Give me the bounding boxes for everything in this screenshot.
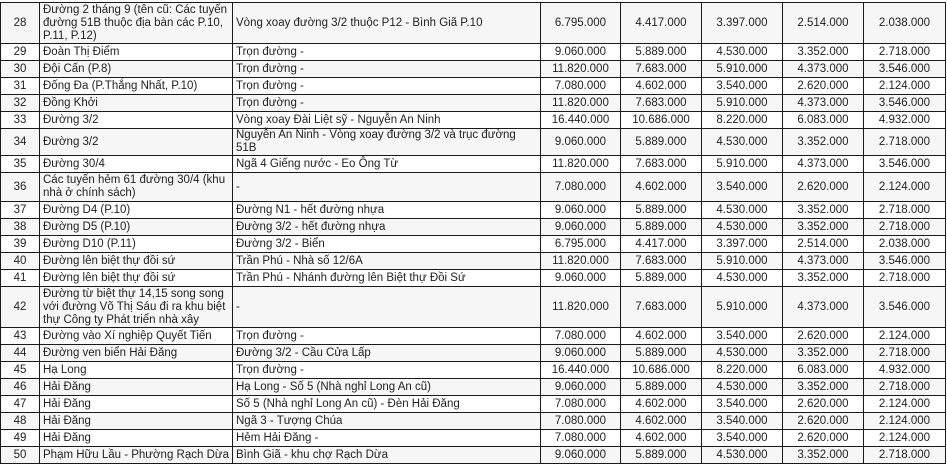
table-row xyxy=(1,3,946,44)
table-row xyxy=(1,219,946,236)
price-position-4: 2.620.000 xyxy=(783,430,864,447)
row-number: 42 xyxy=(1,287,40,328)
street-segment: Đường 3/2 - Cầu Cửa Lấp xyxy=(233,345,541,362)
row-number: 44 xyxy=(1,345,40,362)
price-position-1: 9.060.000 xyxy=(541,219,621,236)
street-name: Đường 30/4 xyxy=(40,156,233,173)
table-row xyxy=(1,112,946,129)
table-row xyxy=(1,345,946,362)
table-row xyxy=(1,95,946,112)
street-segment: Đường N1 - hết đường nhựa xyxy=(233,202,541,219)
street-name: Hải Đăng xyxy=(40,379,233,396)
land-price-table xyxy=(0,2,946,464)
price-position-2: 7.683.000 xyxy=(621,95,702,112)
price-position-3: 4.530.000 xyxy=(702,129,783,156)
street-name: Đường lên biệt thự đồi sứ xyxy=(40,270,233,287)
price-position-3: 3.540.000 xyxy=(702,328,783,345)
price-position-1: 7.080.000 xyxy=(541,396,621,413)
table-row xyxy=(1,202,946,219)
price-position-3: 4.530.000 xyxy=(702,44,783,61)
price-position-2: 5.889.000 xyxy=(621,44,702,61)
price-position-4: 3.352.000 xyxy=(783,379,864,396)
price-position-3: 5.910.000 xyxy=(702,287,783,328)
table-row xyxy=(1,156,946,173)
price-position-4: 4.373.000 xyxy=(783,61,864,78)
price-position-4: 3.352.000 xyxy=(783,345,864,362)
street-name: Hải Đăng xyxy=(40,430,233,447)
row-number: 45 xyxy=(1,362,40,379)
table-row xyxy=(1,253,946,270)
price-position-4: 3.352.000 xyxy=(783,447,864,464)
table-body xyxy=(1,3,946,464)
price-position-3: 3.540.000 xyxy=(702,413,783,430)
street-segment: Trọn đường - xyxy=(233,362,541,379)
row-number: 30 xyxy=(1,61,40,78)
price-position-5: 2.718.000 xyxy=(864,345,946,362)
street-name: Đội Cấn (P.8) xyxy=(40,61,233,78)
row-number: 41 xyxy=(1,270,40,287)
price-position-5: 2.124.000 xyxy=(864,173,946,202)
table-row xyxy=(1,129,946,156)
row-number: 28 xyxy=(1,3,40,44)
street-name: Phạm Hữu Lầu - Phường Rạch Dừa xyxy=(40,447,233,464)
price-position-2: 4.602.000 xyxy=(621,328,702,345)
row-number: 34 xyxy=(1,129,40,156)
street-segment: Số 5 (Nhà nghỉ Long An cũ) - Đèn Hải Đăng xyxy=(233,396,541,413)
price-position-2: 5.889.000 xyxy=(621,219,702,236)
price-position-3: 4.530.000 xyxy=(702,219,783,236)
street-segment: Đường 3/2 - hết đường nhựa xyxy=(233,219,541,236)
price-position-1: 9.060.000 xyxy=(541,270,621,287)
price-position-4: 6.083.000 xyxy=(783,362,864,379)
price-position-5: 2.718.000 xyxy=(864,129,946,156)
street-name: Đồng Khởi xyxy=(40,95,233,112)
street-segment: Hẻm Hải Đăng - xyxy=(233,430,541,447)
price-position-3: 4.530.000 xyxy=(702,447,783,464)
row-number: 31 xyxy=(1,78,40,95)
street-segment: - xyxy=(233,287,541,328)
street-segment: Trần Phú - Nhà số 12/6A xyxy=(233,253,541,270)
street-segment: Trọn đường - xyxy=(233,61,541,78)
price-position-3: 4.530.000 xyxy=(702,270,783,287)
price-position-4: 4.373.000 xyxy=(783,156,864,173)
street-name: Đường D4 (P.10) xyxy=(40,202,233,219)
price-position-1: 7.080.000 xyxy=(541,328,621,345)
price-position-1: 9.060.000 xyxy=(541,379,621,396)
street-name: Đường lên biệt thự đồi sứ xyxy=(40,253,233,270)
price-position-3: 4.530.000 xyxy=(702,379,783,396)
table-row xyxy=(1,396,946,413)
row-number: 39 xyxy=(1,236,40,253)
row-number: 46 xyxy=(1,379,40,396)
street-segment: Bình Giã - khu chợ Rạch Dừa xyxy=(233,447,541,464)
row-number: 47 xyxy=(1,396,40,413)
price-position-1: 7.080.000 xyxy=(541,78,621,95)
price-position-5: 3.546.000 xyxy=(864,253,946,270)
price-position-2: 4.602.000 xyxy=(621,413,702,430)
price-position-4: 2.620.000 xyxy=(783,328,864,345)
price-position-4: 2.514.000 xyxy=(783,236,864,253)
price-position-2: 7.683.000 xyxy=(621,61,702,78)
price-position-2: 4.602.000 xyxy=(621,396,702,413)
price-position-5: 2.718.000 xyxy=(864,270,946,287)
price-position-2: 4.417.000 xyxy=(621,236,702,253)
price-position-4: 3.352.000 xyxy=(783,202,864,219)
street-segment: Ngã 4 Giếng nước - Eo Ông Từ xyxy=(233,156,541,173)
price-position-3: 3.540.000 xyxy=(702,78,783,95)
table-row xyxy=(1,61,946,78)
row-number: 50 xyxy=(1,447,40,464)
price-position-1: 6.795.000 xyxy=(541,3,621,44)
price-position-1: 7.080.000 xyxy=(541,173,621,202)
price-position-4: 3.352.000 xyxy=(783,44,864,61)
row-number: 32 xyxy=(1,95,40,112)
street-segment: Trọn đường - xyxy=(233,328,541,345)
price-position-3: 3.397.000 xyxy=(702,3,783,44)
street-segment: Trần Phú - Nhánh đường lên Biệt thự Đồi Sứ xyxy=(233,270,541,287)
price-position-2: 5.889.000 xyxy=(621,270,702,287)
table-row xyxy=(1,287,946,328)
street-name: Đường D5 (P.10) xyxy=(40,219,233,236)
street-segment: Vòng xoay Đài Liệt sỹ - Nguyễn An Ninh xyxy=(233,112,541,129)
price-position-1: 7.080.000 xyxy=(541,430,621,447)
price-position-1: 11.820.000 xyxy=(541,156,621,173)
price-position-5: 3.546.000 xyxy=(864,95,946,112)
table-row xyxy=(1,173,946,202)
price-position-3: 8.220.000 xyxy=(702,362,783,379)
table-row xyxy=(1,44,946,61)
street-segment: Trọn đường - xyxy=(233,95,541,112)
price-position-5: 2.718.000 xyxy=(864,447,946,464)
price-position-3: 3.540.000 xyxy=(702,396,783,413)
row-number: 38 xyxy=(1,219,40,236)
price-position-4: 2.620.000 xyxy=(783,413,864,430)
street-name: Đường D10 (P.11) xyxy=(40,236,233,253)
price-position-5: 2.718.000 xyxy=(864,219,946,236)
price-position-3: 8.220.000 xyxy=(702,112,783,129)
street-segment: - xyxy=(233,173,541,202)
street-name: Đường ven biển Hải Đăng xyxy=(40,345,233,362)
price-position-3: 3.397.000 xyxy=(702,236,783,253)
row-number: 35 xyxy=(1,156,40,173)
price-position-3: 4.530.000 xyxy=(702,202,783,219)
street-segment: Đường 3/2 - Biển xyxy=(233,236,541,253)
price-position-1: 11.820.000 xyxy=(541,253,621,270)
price-position-5: 2.718.000 xyxy=(864,44,946,61)
price-position-5: 2.124.000 xyxy=(864,430,946,447)
price-position-5: 2.718.000 xyxy=(864,202,946,219)
price-position-3: 3.540.000 xyxy=(702,173,783,202)
price-position-4: 6.083.000 xyxy=(783,112,864,129)
price-position-4: 4.373.000 xyxy=(783,95,864,112)
price-position-4: 2.620.000 xyxy=(783,396,864,413)
table-row xyxy=(1,236,946,253)
street-name: Hải Đăng xyxy=(40,413,233,430)
street-name: Đường 2 tháng 9 (tên cũ: Các tuyến đường 51B thuộc địa bàn các P.10, P.11, P.12) xyxy=(40,3,233,44)
price-position-1: 11.820.000 xyxy=(541,287,621,328)
street-name: Đường vào Xí nghiệp Quyết Tiến xyxy=(40,328,233,345)
price-position-5: 2.124.000 xyxy=(864,396,946,413)
price-position-5: 4.932.000 xyxy=(864,112,946,129)
street-name: Đống Đa (P.Thắng Nhất, P.10) xyxy=(40,78,233,95)
street-segment: Hạ Long - Số 5 (Nhà nghỉ Long An cũ) xyxy=(233,379,541,396)
price-position-5: 2.718.000 xyxy=(864,379,946,396)
table-row xyxy=(1,430,946,447)
price-position-4: 4.373.000 xyxy=(783,287,864,328)
table-row xyxy=(1,270,946,287)
price-position-2: 4.602.000 xyxy=(621,173,702,202)
price-position-3: 5.910.000 xyxy=(702,61,783,78)
price-position-5: 3.546.000 xyxy=(864,156,946,173)
street-name: Hạ Long xyxy=(40,362,233,379)
price-position-5: 3.546.000 xyxy=(864,61,946,78)
table-row xyxy=(1,379,946,396)
price-position-1: 16.440.000 xyxy=(541,362,621,379)
street-name: Đường 3/2 xyxy=(40,129,233,156)
street-name: Đoàn Thị Điểm xyxy=(40,44,233,61)
row-number: 33 xyxy=(1,112,40,129)
table-row xyxy=(1,362,946,379)
price-position-5: 2.124.000 xyxy=(864,413,946,430)
price-position-2: 4.602.000 xyxy=(621,430,702,447)
price-position-1: 9.060.000 xyxy=(541,345,621,362)
price-position-2: 5.889.000 xyxy=(621,345,702,362)
price-position-2: 10.686.000 xyxy=(621,112,702,129)
price-position-1: 6.795.000 xyxy=(541,236,621,253)
price-position-1: 9.060.000 xyxy=(541,44,621,61)
price-position-3: 5.910.000 xyxy=(702,253,783,270)
price-position-2: 5.889.000 xyxy=(621,202,702,219)
price-position-5: 3.546.000 xyxy=(864,287,946,328)
price-position-3: 3.540.000 xyxy=(702,430,783,447)
price-position-4: 3.352.000 xyxy=(783,270,864,287)
street-name: Đường 3/2 xyxy=(40,112,233,129)
price-position-2: 5.889.000 xyxy=(621,447,702,464)
price-position-1: 11.820.000 xyxy=(541,61,621,78)
price-position-1: 11.820.000 xyxy=(541,95,621,112)
table-row xyxy=(1,447,946,464)
price-position-2: 7.683.000 xyxy=(621,156,702,173)
price-position-4: 3.352.000 xyxy=(783,219,864,236)
street-segment: Nguyễn An Ninh - Vòng xoay đường 3/2 và trục đường 51B xyxy=(233,129,541,156)
row-number: 40 xyxy=(1,253,40,270)
price-position-2: 5.889.000 xyxy=(621,379,702,396)
street-name: Đường từ biệt thự 14,15 song song với đường Võ Thị Sáu đi ra khu biệt thự Công ty Phát triển nhà xây xyxy=(40,287,233,328)
row-number: 36 xyxy=(1,173,40,202)
table-row xyxy=(1,78,946,95)
table-row xyxy=(1,413,946,430)
price-position-4: 3.352.000 xyxy=(783,129,864,156)
row-number: 29 xyxy=(1,44,40,61)
price-position-1: 16.440.000 xyxy=(541,112,621,129)
price-position-3: 4.530.000 xyxy=(702,345,783,362)
price-position-1: 9.060.000 xyxy=(541,129,621,156)
table-row xyxy=(1,328,946,345)
price-position-5: 4.932.000 xyxy=(864,362,946,379)
price-position-1: 9.060.000 xyxy=(541,202,621,219)
price-position-2: 4.417.000 xyxy=(621,3,702,44)
price-position-5: 2.038.000 xyxy=(864,236,946,253)
street-segment: Vòng xoay đường 3/2 thuộc P12 - Bình Giã P.10 xyxy=(233,3,541,44)
street-segment: Trọn đường - xyxy=(233,44,541,61)
price-position-1: 9.060.000 xyxy=(541,447,621,464)
price-position-2: 7.683.000 xyxy=(621,287,702,328)
price-position-2: 7.683.000 xyxy=(621,253,702,270)
price-position-5: 2.038.000 xyxy=(864,3,946,44)
row-number: 49 xyxy=(1,430,40,447)
price-position-3: 5.910.000 xyxy=(702,156,783,173)
price-position-4: 4.373.000 xyxy=(783,253,864,270)
price-position-2: 5.889.000 xyxy=(621,129,702,156)
row-number: 48 xyxy=(1,413,40,430)
price-position-2: 4.602.000 xyxy=(621,78,702,95)
row-number: 43 xyxy=(1,328,40,345)
row-number: 37 xyxy=(1,202,40,219)
price-position-4: 2.620.000 xyxy=(783,78,864,95)
price-position-5: 2.124.000 xyxy=(864,78,946,95)
street-segment: Ngã 3 - Tượng Chúa xyxy=(233,413,541,430)
price-position-3: 5.910.000 xyxy=(702,95,783,112)
street-name: Hải Đăng xyxy=(40,396,233,413)
price-position-5: 2.124.000 xyxy=(864,328,946,345)
street-name: Các tuyến hẻm 61 đường 30/4 (khu nhà ở chính sách) xyxy=(40,173,233,202)
price-position-1: 7.080.000 xyxy=(541,413,621,430)
street-segment: Trọn đường - xyxy=(233,78,541,95)
price-position-2: 10.686.000 xyxy=(621,362,702,379)
price-table-container xyxy=(0,2,946,464)
price-position-4: 2.620.000 xyxy=(783,173,864,202)
price-position-4: 2.514.000 xyxy=(783,3,864,44)
